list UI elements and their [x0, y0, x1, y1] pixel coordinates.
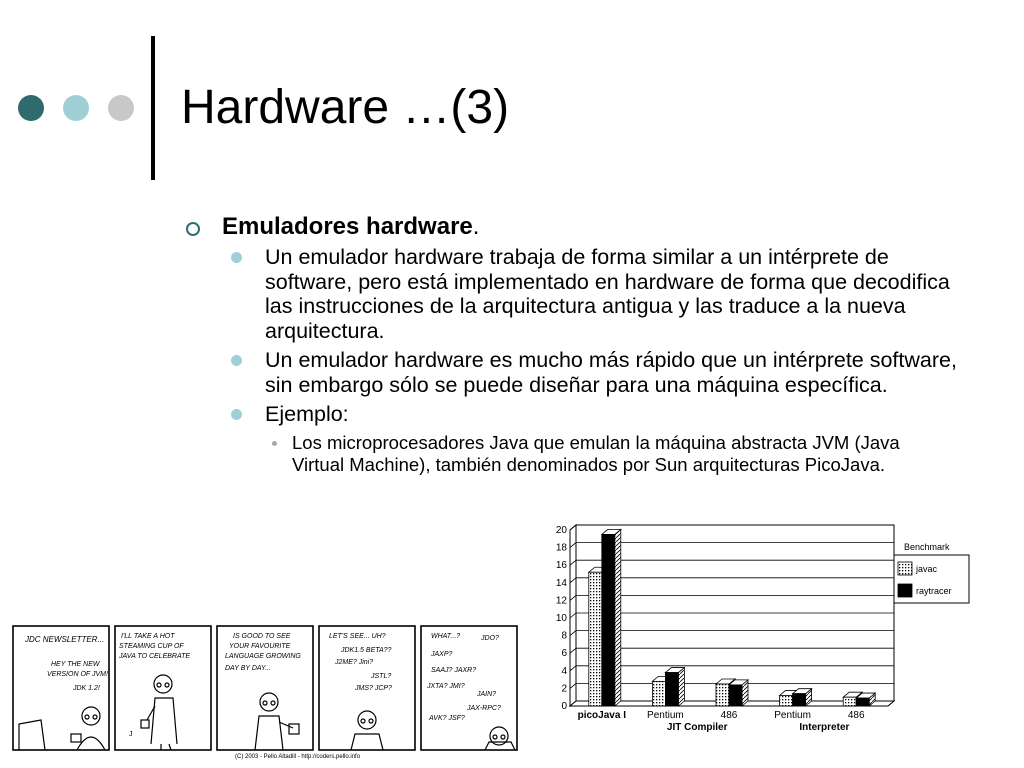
bullet-ring-icon — [186, 222, 200, 236]
comic-text: JDO? — [481, 635, 499, 642]
chart-legend-swatch — [898, 584, 912, 597]
comic-text: WHAT...? — [431, 633, 461, 640]
chart-legend — [894, 542, 969, 603]
comic-text: LET'S SEE... UH? — [329, 633, 386, 640]
comic-text: AVK? JSF? — [429, 715, 465, 722]
slide-content — [186, 213, 966, 476]
chart-ytick-label: 4 — [561, 665, 567, 677]
dot-grey — [108, 95, 134, 121]
comic-text: I'LL TAKE A HOT — [121, 633, 175, 640]
chart-bar-raytracer — [793, 689, 812, 706]
chart-legend-title: Benchmark — [904, 542, 950, 552]
bullet-level2-text: Un emulador hardware es mucho más rápido que un intérprete software, sin embargo sólo se puede diseñar para una máquina específica. — [265, 348, 957, 397]
chart-ytick-label: 8 — [561, 630, 567, 642]
bullet-dot-icon — [231, 252, 242, 263]
comic-text: DAY BY DAY... — [225, 665, 271, 672]
chart-legend-label: raytracer — [916, 586, 952, 596]
chart-ytick-label: 0 — [561, 701, 567, 712]
comic-panel-2 — [115, 626, 211, 750]
chart-bar-raytracer — [602, 529, 621, 706]
chart-legend-swatch — [898, 562, 912, 575]
comic-text: LANGUAGE GROWING — [225, 653, 301, 660]
comic-caption: (C) 2003 - Pello Altadill - http://coders.pello.info — [235, 754, 361, 760]
comic-text: JDC NEWSLETTER... — [25, 635, 105, 644]
chart-xtick-label: Pentium — [647, 710, 684, 721]
bullet-level2-item — [231, 348, 966, 397]
chart-xtick-label: 486 — [847, 710, 865, 721]
chart-legend-label: javac — [916, 564, 938, 574]
comic-text: JXTA? JMI? — [427, 683, 465, 690]
chart-ytick-label: 18 — [555, 542, 567, 554]
title-divider — [151, 36, 155, 180]
chart-xtick-label: Pentium — [774, 710, 811, 721]
comic-panel-4 — [319, 626, 415, 750]
chart-bar-raytracer — [729, 680, 748, 706]
chart-ytick-label: 2 — [561, 683, 567, 695]
bullet-level1-text — [222, 213, 479, 241]
bullet-level2-text: Un emulador hardware trabaja de forma similar a un intérprete de software, pero está implementado en hardware de forma que decodifica las instrucciones de la arquitectura antigua y las traduce a la nueva arquitectura. — [265, 245, 950, 343]
comic-text: JMS? JCP? — [355, 685, 392, 692]
comic-text: JAVA TO CELEBRATE — [119, 653, 191, 660]
comic-text: JSTL? — [371, 673, 392, 680]
bullet-level3-text: Los microprocesadores Java que emulan la máquina abstracta JVM (Java Virtual Machine), también denominados por Sun arquitecturas PicoJava. — [292, 431, 900, 475]
comic-text: JAXP? — [431, 651, 453, 658]
bullet-level2-text: Ejemplo: — [265, 402, 349, 426]
chart-group-label: JIT Compiler — [666, 722, 728, 733]
comic-text: JAIN? — [477, 691, 497, 698]
chart-xtick-label: 486 — [720, 710, 738, 721]
chart-ytick-label: 14 — [555, 577, 567, 589]
comic-panel-3 — [217, 626, 313, 750]
bullet-dot-icon — [231, 355, 242, 366]
comic-text: YOUR FAVOURITE — [229, 643, 291, 650]
bullet-level2-list — [231, 245, 966, 427]
chart-ytick-label: 12 — [555, 595, 567, 607]
comic-panel-1 — [13, 626, 109, 750]
comic-text: SAAJ? JAXR? — [431, 667, 477, 674]
comic-panel-5 — [421, 626, 517, 750]
chart-xtick-label: picoJava I — [577, 710, 626, 721]
chart-ytick-label: 10 — [555, 613, 567, 624]
chart-ytick-label: 20 — [555, 525, 567, 536]
bullet-level2-item — [231, 402, 966, 427]
comic-text: J — [129, 731, 133, 738]
bullet-dot-icon — [231, 409, 242, 420]
comic-text: JDK1.5 BETA?? — [341, 647, 392, 654]
comic-text: HEY THE NEW — [51, 661, 100, 668]
chart-ytick-label: 6 — [561, 648, 567, 660]
bullet-level1-bold: Emuladores hardware — [222, 213, 473, 240]
comic-strip — [11, 624, 521, 760]
dot-light-teal — [63, 95, 89, 121]
slide-dots — [18, 95, 134, 121]
dot-dark — [18, 95, 44, 121]
chart-ytick-label: 16 — [555, 560, 567, 572]
bullet-level2-item — [231, 245, 966, 343]
chart-group-label: Interpreter — [799, 722, 850, 733]
bullet-level3-item — [272, 432, 966, 476]
comic-text: STEAMING CUP OF — [119, 643, 184, 650]
slide-title: Hardware …(3) — [181, 81, 510, 134]
benchmark-chart — [548, 522, 978, 740]
comic-text: VERSION OF JVM! — [47, 671, 108, 678]
bullet-small-dot-icon — [272, 441, 277, 446]
bullet-level1-rest: . — [472, 213, 480, 240]
comic-text: JAX-RPC? — [467, 705, 501, 712]
bullet-level3-list — [272, 432, 966, 476]
comic-text: JDK 1.2! — [73, 685, 100, 692]
bullet-level1 — [186, 213, 966, 241]
chart-bar-raytracer — [665, 668, 684, 706]
comic-text: IS GOOD TO SEE — [233, 633, 291, 640]
comic-text: J2ME? Jini? — [335, 659, 374, 666]
